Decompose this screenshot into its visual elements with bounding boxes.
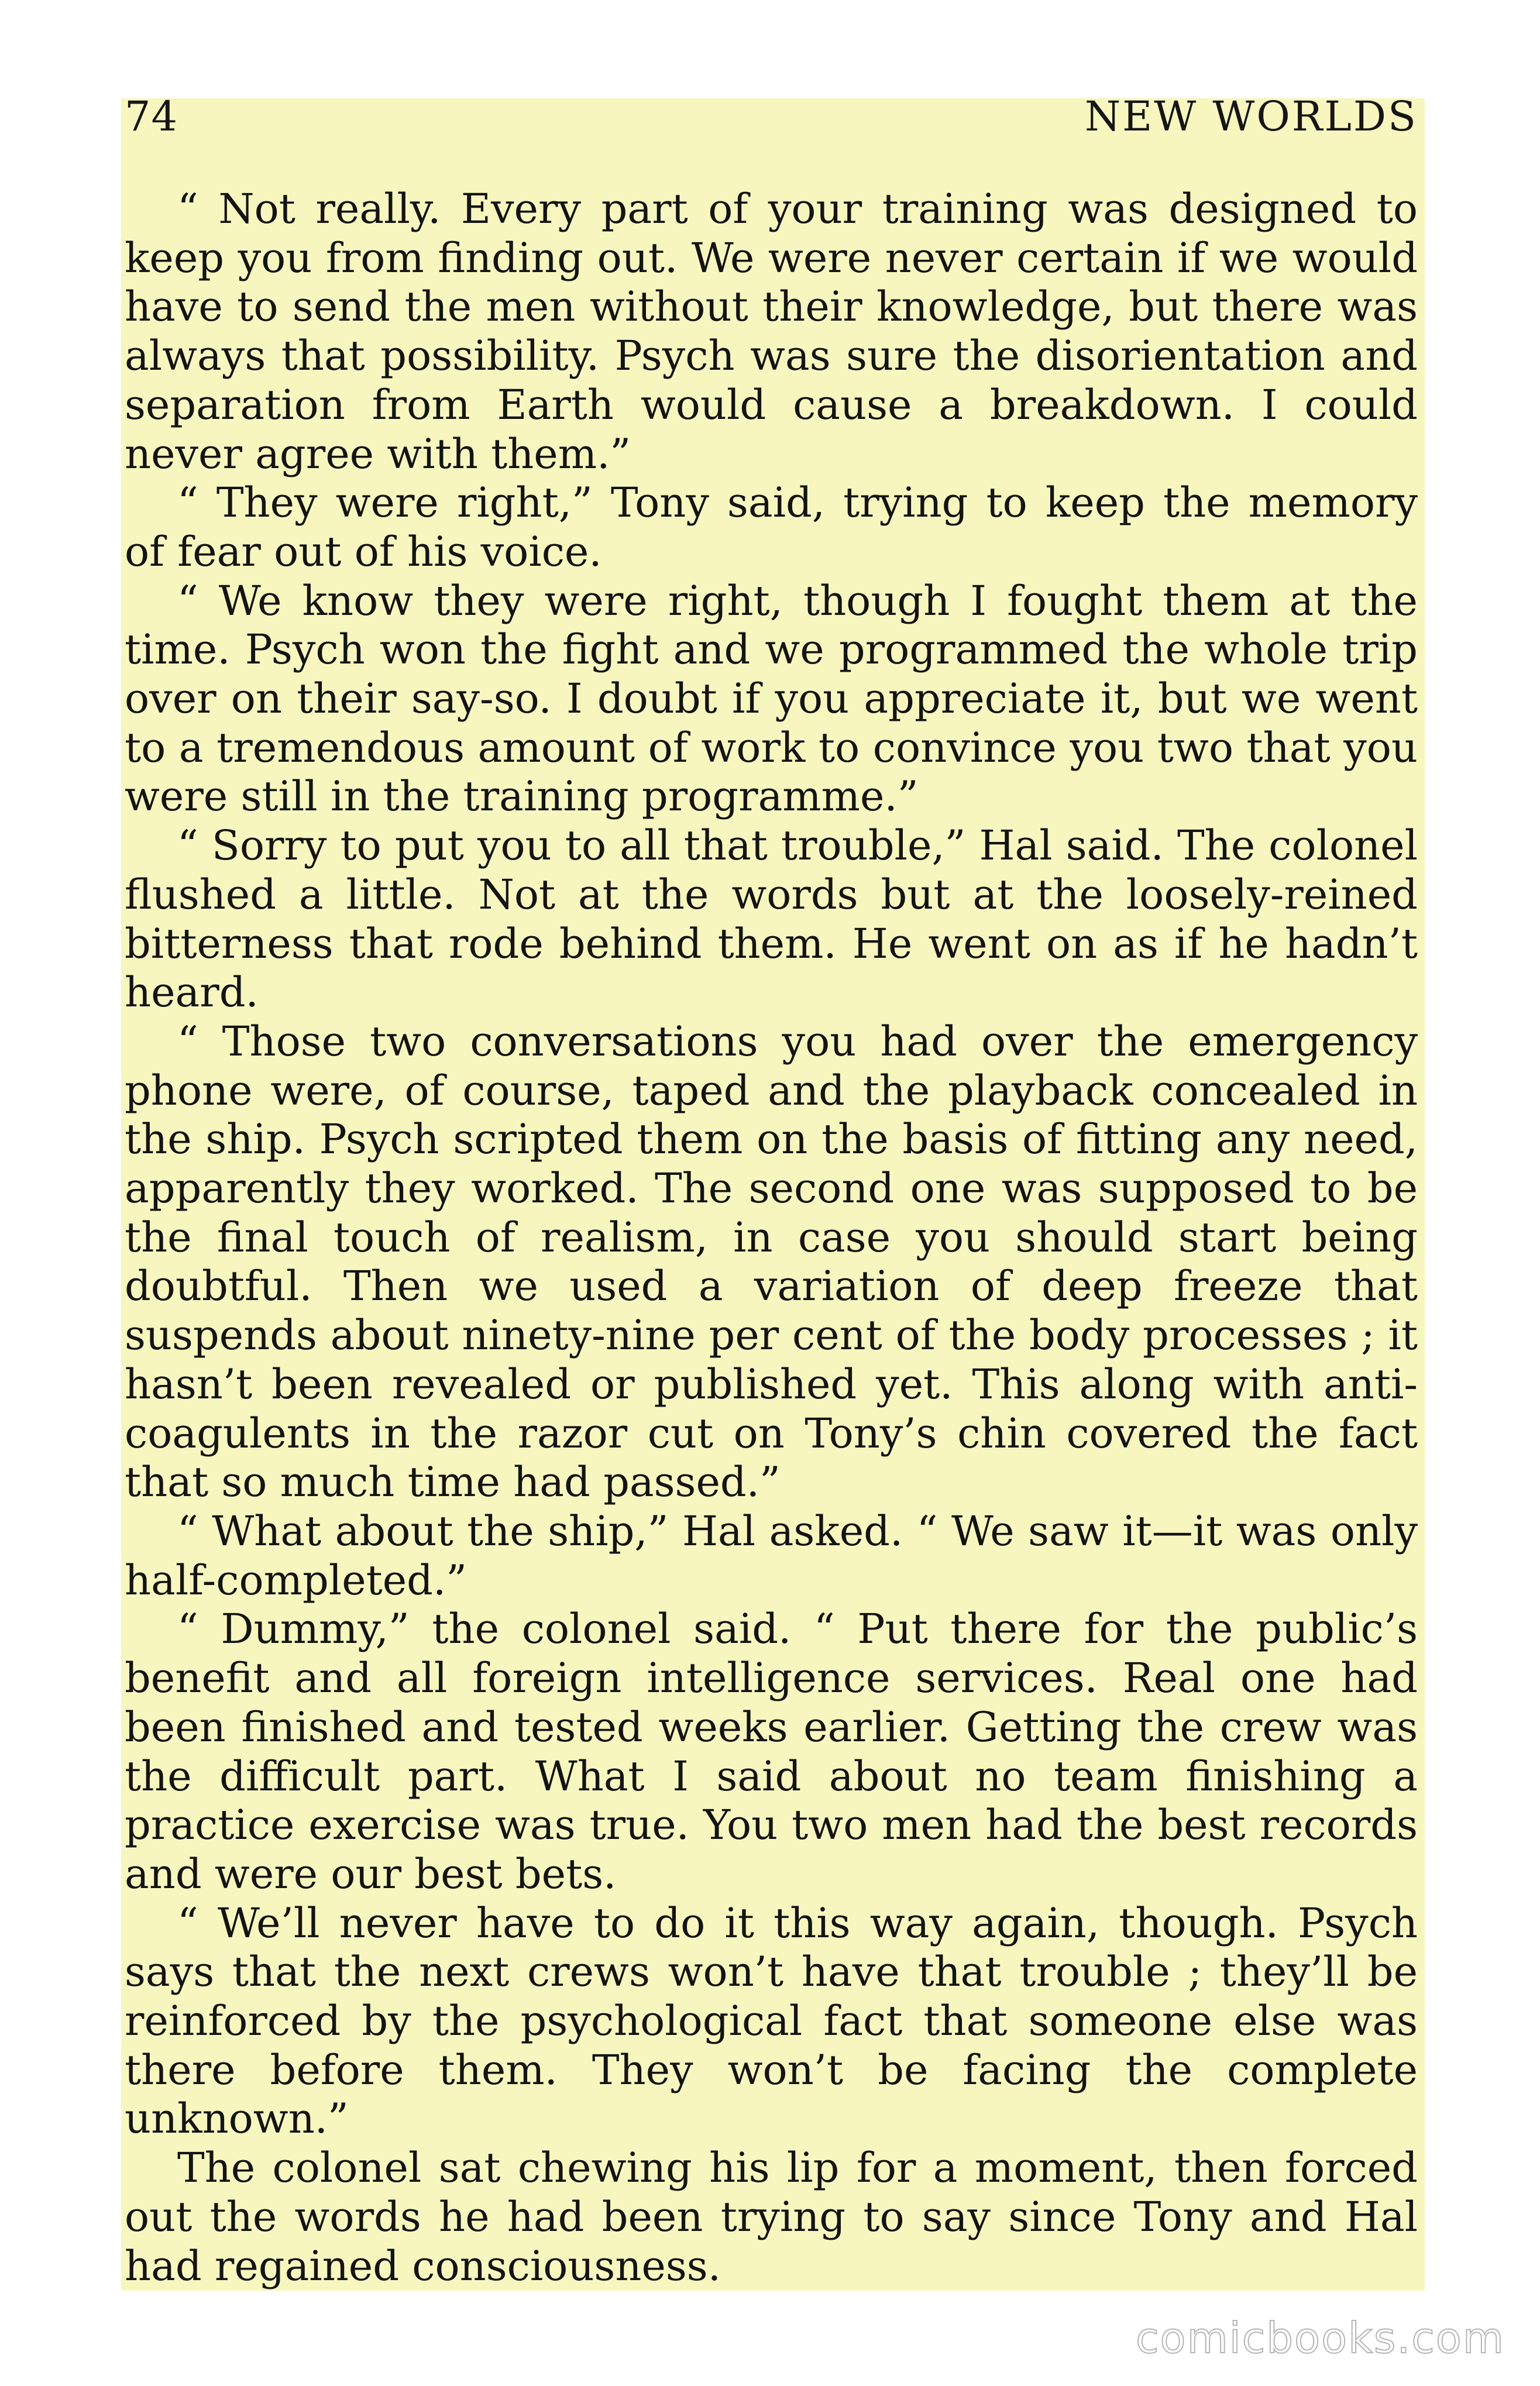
- paragraph: “ Sorry to put you to all that trouble,” Hal said. The colonel flushed a little. Not at the words but at the loosely-reined bitterness that rode behind them. He went on as if he hadn’t heard.: [125, 821, 1418, 1017]
- site-watermark: comicbooks.com: [1135, 2313, 1505, 2363]
- paragraph: “ We’ll never have to do it this way again, though. Psych says that the next crews won’t have that trouble ; they’ll be reinforced by the psychological fact that someone else was there before them. They won’t be facing the complete unknown.”: [125, 1899, 1418, 2143]
- story-text: [125, 185, 1418, 2291]
- paragraph: “ Those two conversations you had over the emergency phone were, of course, taped and the playback concealed in the ship. Psych scripted them on the basis of fitting any need, apparently they worked. The second one was supposed to be the final touch of realism, in case you should start being doubtful. Then we used a variation of deep freeze that suspends about ninety-nine per cent of the body processes ; it hasn’t been revealed or published yet. This along with anti-coagulents in the razor cut on Tony’s chin covered the fact that so much time had passed.”: [125, 1017, 1418, 1507]
- paragraph: “ What about the ship,” Hal asked. “ We saw it—it was only half-completed.”: [125, 1507, 1418, 1604]
- paragraph: “ Dummy,” the colonel said. “ Put there for the public’s benefit and all foreign intelligence services. Real one had been finished and tested weeks earlier. Getting the crew was the difficult part. What I said about no team finishing a practice exercise was true. You two men had the best records and were our best bets.: [125, 1605, 1418, 1898]
- page-number: 74: [125, 92, 178, 140]
- paragraph: The colonel sat chewing his lip for a moment, then forced out the words he had been trying to say since Tony and Hal had regained consciousness.: [125, 2144, 1418, 2290]
- page-header: [125, 87, 1418, 151]
- running-title: NEW WORLDS: [1084, 92, 1418, 140]
- paragraph: “ We know they were right, though I fought them at the time. Psych won the fight and we programmed the whole trip over on their say-so. I doubt if you appreciate it, but we went to a tremendous amount of work to convince you two that you were still in the training programme.”: [125, 576, 1418, 821]
- paragraph: “ Not really. Every part of your training was designed to keep you from finding out. We were never certain if we would have to send the men without their knowledge, but there was always that possibility. Psych was sure the disorientation and separation from Earth would cause a breakdown. I could never agree with them.”: [125, 185, 1418, 478]
- paragraph: “ They were right,” Tony said, trying to keep the memory of fear out of his voice.: [125, 479, 1418, 576]
